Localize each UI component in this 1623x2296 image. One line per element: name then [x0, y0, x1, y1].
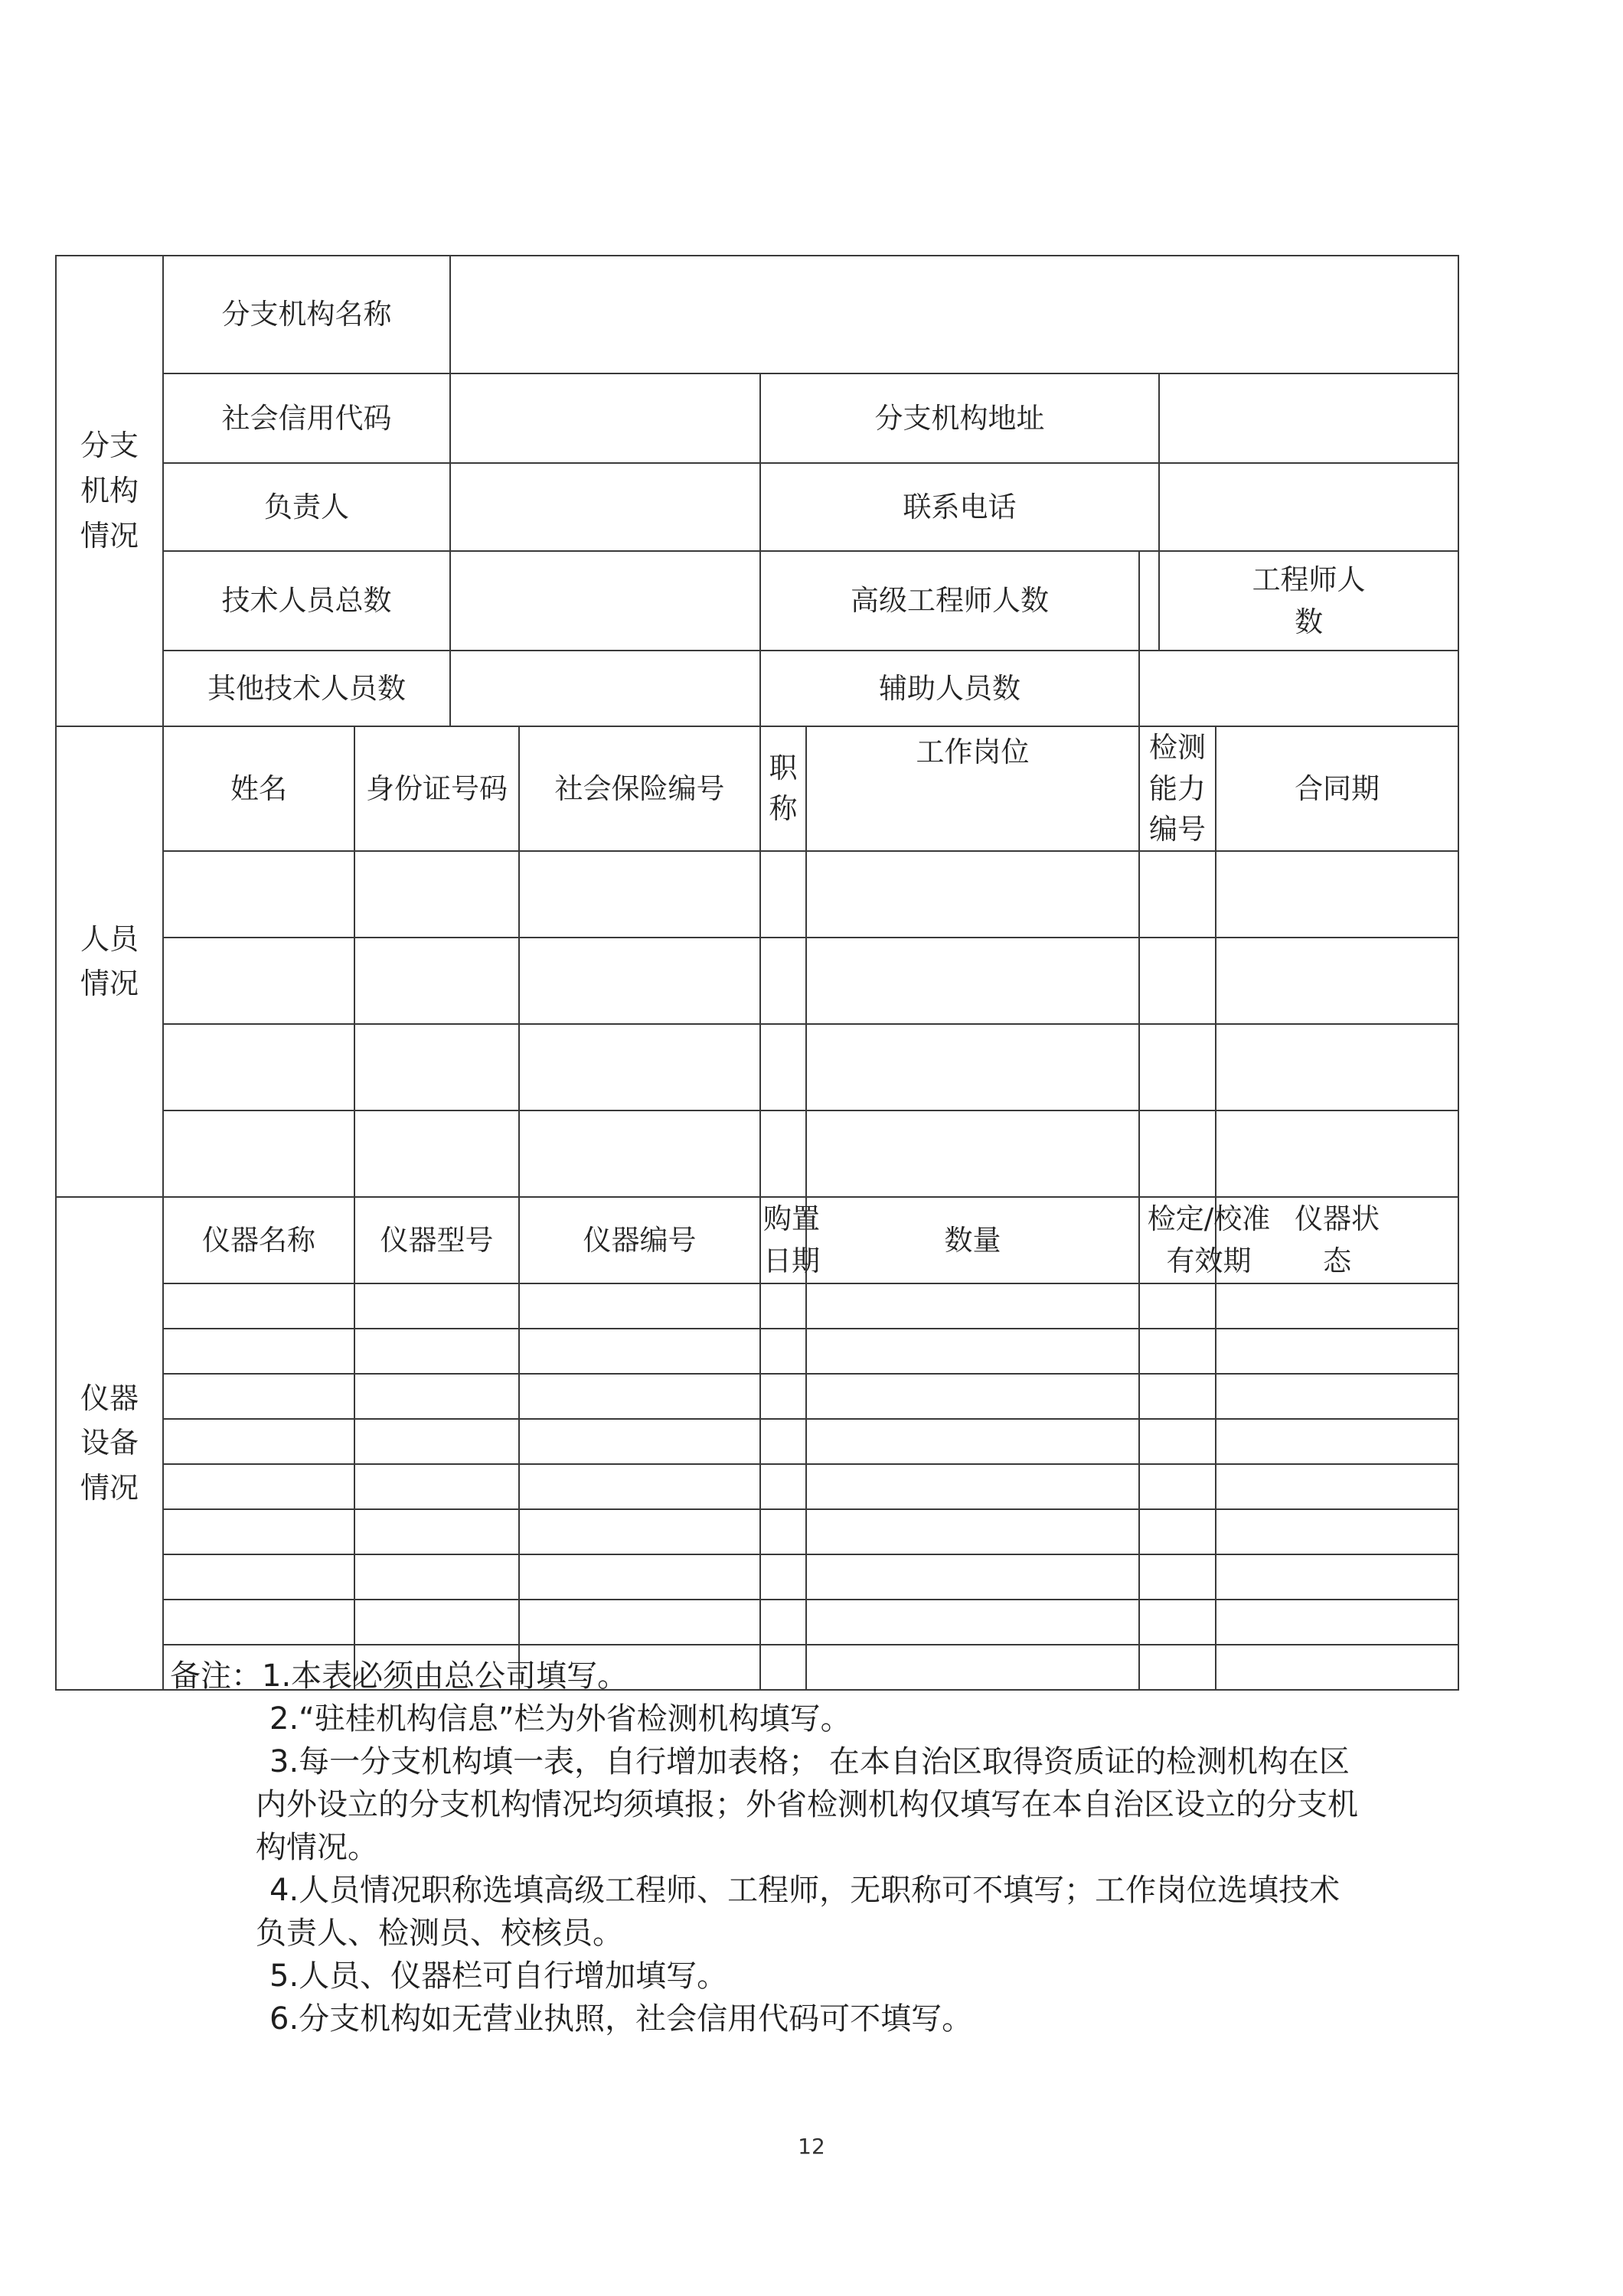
- cell[interactable]: [1139, 1374, 1216, 1419]
- table-row: [56, 1464, 1458, 1509]
- cell[interactable]: [519, 1024, 760, 1110]
- cell[interactable]: [806, 1554, 1139, 1600]
- cell[interactable]: [163, 938, 354, 1024]
- notes-block: [170, 1655, 1471, 2040]
- table-row: [56, 1110, 1458, 1197]
- header-person-name: 姓名: [163, 726, 354, 851]
- cell[interactable]: [1216, 1283, 1458, 1329]
- cell[interactable]: [760, 1024, 806, 1110]
- cell[interactable]: [760, 1283, 806, 1329]
- cell[interactable]: [519, 1464, 760, 1509]
- cell[interactable]: [163, 1509, 354, 1554]
- table-row: [56, 938, 1458, 1024]
- table-row: [56, 1374, 1458, 1419]
- cell[interactable]: [163, 1374, 354, 1419]
- cell[interactable]: [806, 1329, 1139, 1374]
- cell[interactable]: [1216, 1110, 1458, 1197]
- field-leader[interactable]: [450, 463, 760, 551]
- cell[interactable]: [806, 1464, 1139, 1509]
- header-instrument-model: 仪器型号: [354, 1197, 519, 1283]
- note-line-9: 6.分支机构如无营业执照，社会信用代码可不填写。: [269, 2001, 973, 2037]
- cell[interactable]: [519, 851, 760, 938]
- cell[interactable]: [1139, 1329, 1216, 1374]
- cell[interactable]: [1139, 1024, 1216, 1110]
- note-line-3: 3.每一分支机构填一表，自行增加表格； 在本自治区取得资质证的检测机构在区: [269, 1744, 1350, 1779]
- label-engineers-text: 工程师人数: [1252, 563, 1366, 638]
- page-number: 12: [798, 2134, 825, 2159]
- label-engineers: [1159, 551, 1458, 651]
- table-row: [56, 1509, 1458, 1554]
- label-branch-name: 分支机构名称: [163, 256, 450, 373]
- cell[interactable]: [354, 851, 519, 938]
- label-phone: 联系电话: [760, 463, 1159, 551]
- cell[interactable]: [760, 1509, 806, 1554]
- cell[interactable]: [806, 1600, 1139, 1645]
- cell[interactable]: [1139, 1554, 1216, 1600]
- cell[interactable]: [1216, 1509, 1458, 1554]
- label-branch-address: 分支机构地址: [760, 373, 1159, 463]
- field-branch-address[interactable]: [1159, 373, 1458, 463]
- header-instrument-status-text: 仪器状态: [1295, 1202, 1380, 1278]
- label-other-tech: 其他技术人员数: [163, 651, 450, 726]
- note-line-4: 内外设立的分支机构情况均须填报；外省检测机构仅填写在本自治区设立的分支机: [256, 1787, 1358, 1822]
- note-line-7: 负责人、检测员、校核员。: [256, 1916, 623, 1951]
- table-row: [56, 1554, 1458, 1600]
- cell[interactable]: [1216, 851, 1458, 938]
- section-label-instruments: 仪器 设备 情况: [56, 1197, 163, 1690]
- cell[interactable]: [163, 1600, 354, 1645]
- cell[interactable]: [806, 1283, 1139, 1329]
- cell[interactable]: [1139, 1419, 1216, 1464]
- cell[interactable]: [163, 1283, 354, 1329]
- cell[interactable]: [1216, 1419, 1458, 1464]
- cell[interactable]: [1216, 938, 1458, 1024]
- cell[interactable]: [1216, 1600, 1458, 1645]
- table-row: [56, 1329, 1458, 1374]
- cell[interactable]: [1139, 1283, 1216, 1329]
- field-other-tech[interactable]: [450, 651, 760, 726]
- cell[interactable]: [163, 851, 354, 938]
- cell[interactable]: [1139, 851, 1216, 938]
- header-instrument-name: 仪器名称: [163, 1197, 354, 1283]
- notes-prefix: 备注：: [170, 1658, 262, 1694]
- cell[interactable]: [760, 938, 806, 1024]
- cell[interactable]: [1216, 1329, 1458, 1374]
- cell[interactable]: [760, 1419, 806, 1464]
- cell[interactable]: [519, 1509, 760, 1554]
- cell[interactable]: [1139, 1110, 1216, 1197]
- table-row: [56, 851, 1458, 938]
- cell[interactable]: [760, 1374, 806, 1419]
- label-senior-engineers: 高级工程师人数: [760, 551, 1139, 651]
- section-label-branch: 分支 机构 情况: [56, 256, 163, 726]
- cell[interactable]: [806, 1024, 1139, 1110]
- cell[interactable]: [163, 1329, 354, 1374]
- table-row: [56, 1283, 1458, 1329]
- cell[interactable]: [163, 1110, 354, 1197]
- header-title: 职称: [760, 726, 806, 851]
- cell[interactable]: [760, 1329, 806, 1374]
- cell[interactable]: [163, 1024, 354, 1110]
- label-leader: 负责人: [163, 463, 450, 551]
- cell[interactable]: [354, 1374, 519, 1419]
- cell[interactable]: [519, 1554, 760, 1600]
- cell[interactable]: [1139, 1509, 1216, 1554]
- cell[interactable]: [760, 1110, 806, 1197]
- header-quantity: 数量: [806, 1197, 1139, 1283]
- label-tech-total: 技术人员总数: [163, 551, 450, 651]
- section-label-personnel: 人员 情况: [56, 726, 163, 1197]
- cell[interactable]: [163, 1464, 354, 1509]
- header-purchase-date-text: 购置日期: [763, 1202, 820, 1278]
- header-id-number: 身份证号码: [354, 726, 519, 851]
- cell[interactable]: [519, 1600, 760, 1645]
- cell[interactable]: [519, 1419, 760, 1464]
- cell[interactable]: [519, 938, 760, 1024]
- field-assistants[interactable]: [1139, 651, 1458, 726]
- cell[interactable]: [806, 1419, 1139, 1464]
- cell[interactable]: [760, 1554, 806, 1600]
- cell[interactable]: [1139, 1464, 1216, 1509]
- cell[interactable]: [1216, 1554, 1458, 1600]
- header-job-position: 工作岗位: [806, 726, 1139, 851]
- table-row: [56, 1600, 1458, 1645]
- header-calibration-validity-text: 检定/校准有效期: [1147, 1202, 1271, 1278]
- cell[interactable]: [354, 1600, 519, 1645]
- note-item: 1.本表必须由总公司填写。: [262, 1658, 629, 1694]
- note-line-8: 5.人员、仪器栏可自行增加填写。: [269, 1958, 728, 1994]
- cell[interactable]: [760, 1464, 806, 1509]
- field-branch-name[interactable]: [450, 256, 1458, 373]
- field-phone[interactable]: [1159, 463, 1458, 551]
- cell[interactable]: [354, 1509, 519, 1554]
- field-tech-total[interactable]: [450, 551, 760, 651]
- label-assistants: 辅助人员数: [760, 651, 1139, 726]
- cell[interactable]: [354, 1024, 519, 1110]
- cell[interactable]: [806, 1374, 1139, 1419]
- cell[interactable]: [1139, 1600, 1216, 1645]
- cell[interactable]: [1139, 938, 1216, 1024]
- note-line-5: 构情况。: [256, 1830, 378, 1865]
- cell[interactable]: [519, 1329, 760, 1374]
- header-instrument-number: 仪器编号: [519, 1197, 760, 1283]
- branch-info-form: [55, 255, 1459, 1691]
- header-calibration-validity: [1139, 1197, 1271, 1283]
- cell[interactable]: [354, 1110, 519, 1197]
- cell[interactable]: [354, 1464, 519, 1509]
- header-social-insurance: 社会保险编号: [519, 726, 760, 851]
- cell[interactable]: [519, 1283, 760, 1329]
- note-line-1: [170, 1655, 1471, 1698]
- table-row: [56, 1419, 1458, 1464]
- note-line-2: 2.“驻桂机构信息”栏为外省检测机构填写。: [269, 1701, 851, 1737]
- note-line-6: 4.人员情况职称选填高级工程师、工程师，无职称可不填写；工作岗位选填技术: [269, 1873, 1341, 1908]
- cell[interactable]: [806, 1509, 1139, 1554]
- cell[interactable]: [519, 1110, 760, 1197]
- cell[interactable]: [354, 938, 519, 1024]
- label-credit-code: 社会信用代码: [163, 373, 450, 463]
- field-senior-engineers[interactable]: [1139, 551, 1159, 651]
- cell[interactable]: [806, 1110, 1139, 1197]
- cell[interactable]: [1216, 1464, 1458, 1509]
- cell[interactable]: [760, 851, 806, 938]
- cell[interactable]: [1216, 1024, 1458, 1110]
- header-purchase-date: [760, 1197, 820, 1283]
- cell[interactable]: [519, 1374, 760, 1419]
- cell[interactable]: [1216, 1374, 1458, 1419]
- header-contract-period: 合同期: [1216, 726, 1458, 851]
- table-row: [56, 1024, 1458, 1110]
- header-capability-number: 检测能力编号: [1139, 726, 1216, 851]
- cell[interactable]: [354, 1419, 519, 1464]
- cell[interactable]: [354, 1554, 519, 1600]
- cell[interactable]: [760, 1600, 806, 1645]
- cell[interactable]: [163, 1419, 354, 1464]
- cell[interactable]: [163, 1554, 354, 1600]
- cell[interactable]: [806, 851, 1139, 938]
- field-credit-code[interactable]: [450, 373, 760, 463]
- cell[interactable]: [354, 1283, 519, 1329]
- cell[interactable]: [806, 938, 1139, 1024]
- cell[interactable]: [354, 1329, 519, 1374]
